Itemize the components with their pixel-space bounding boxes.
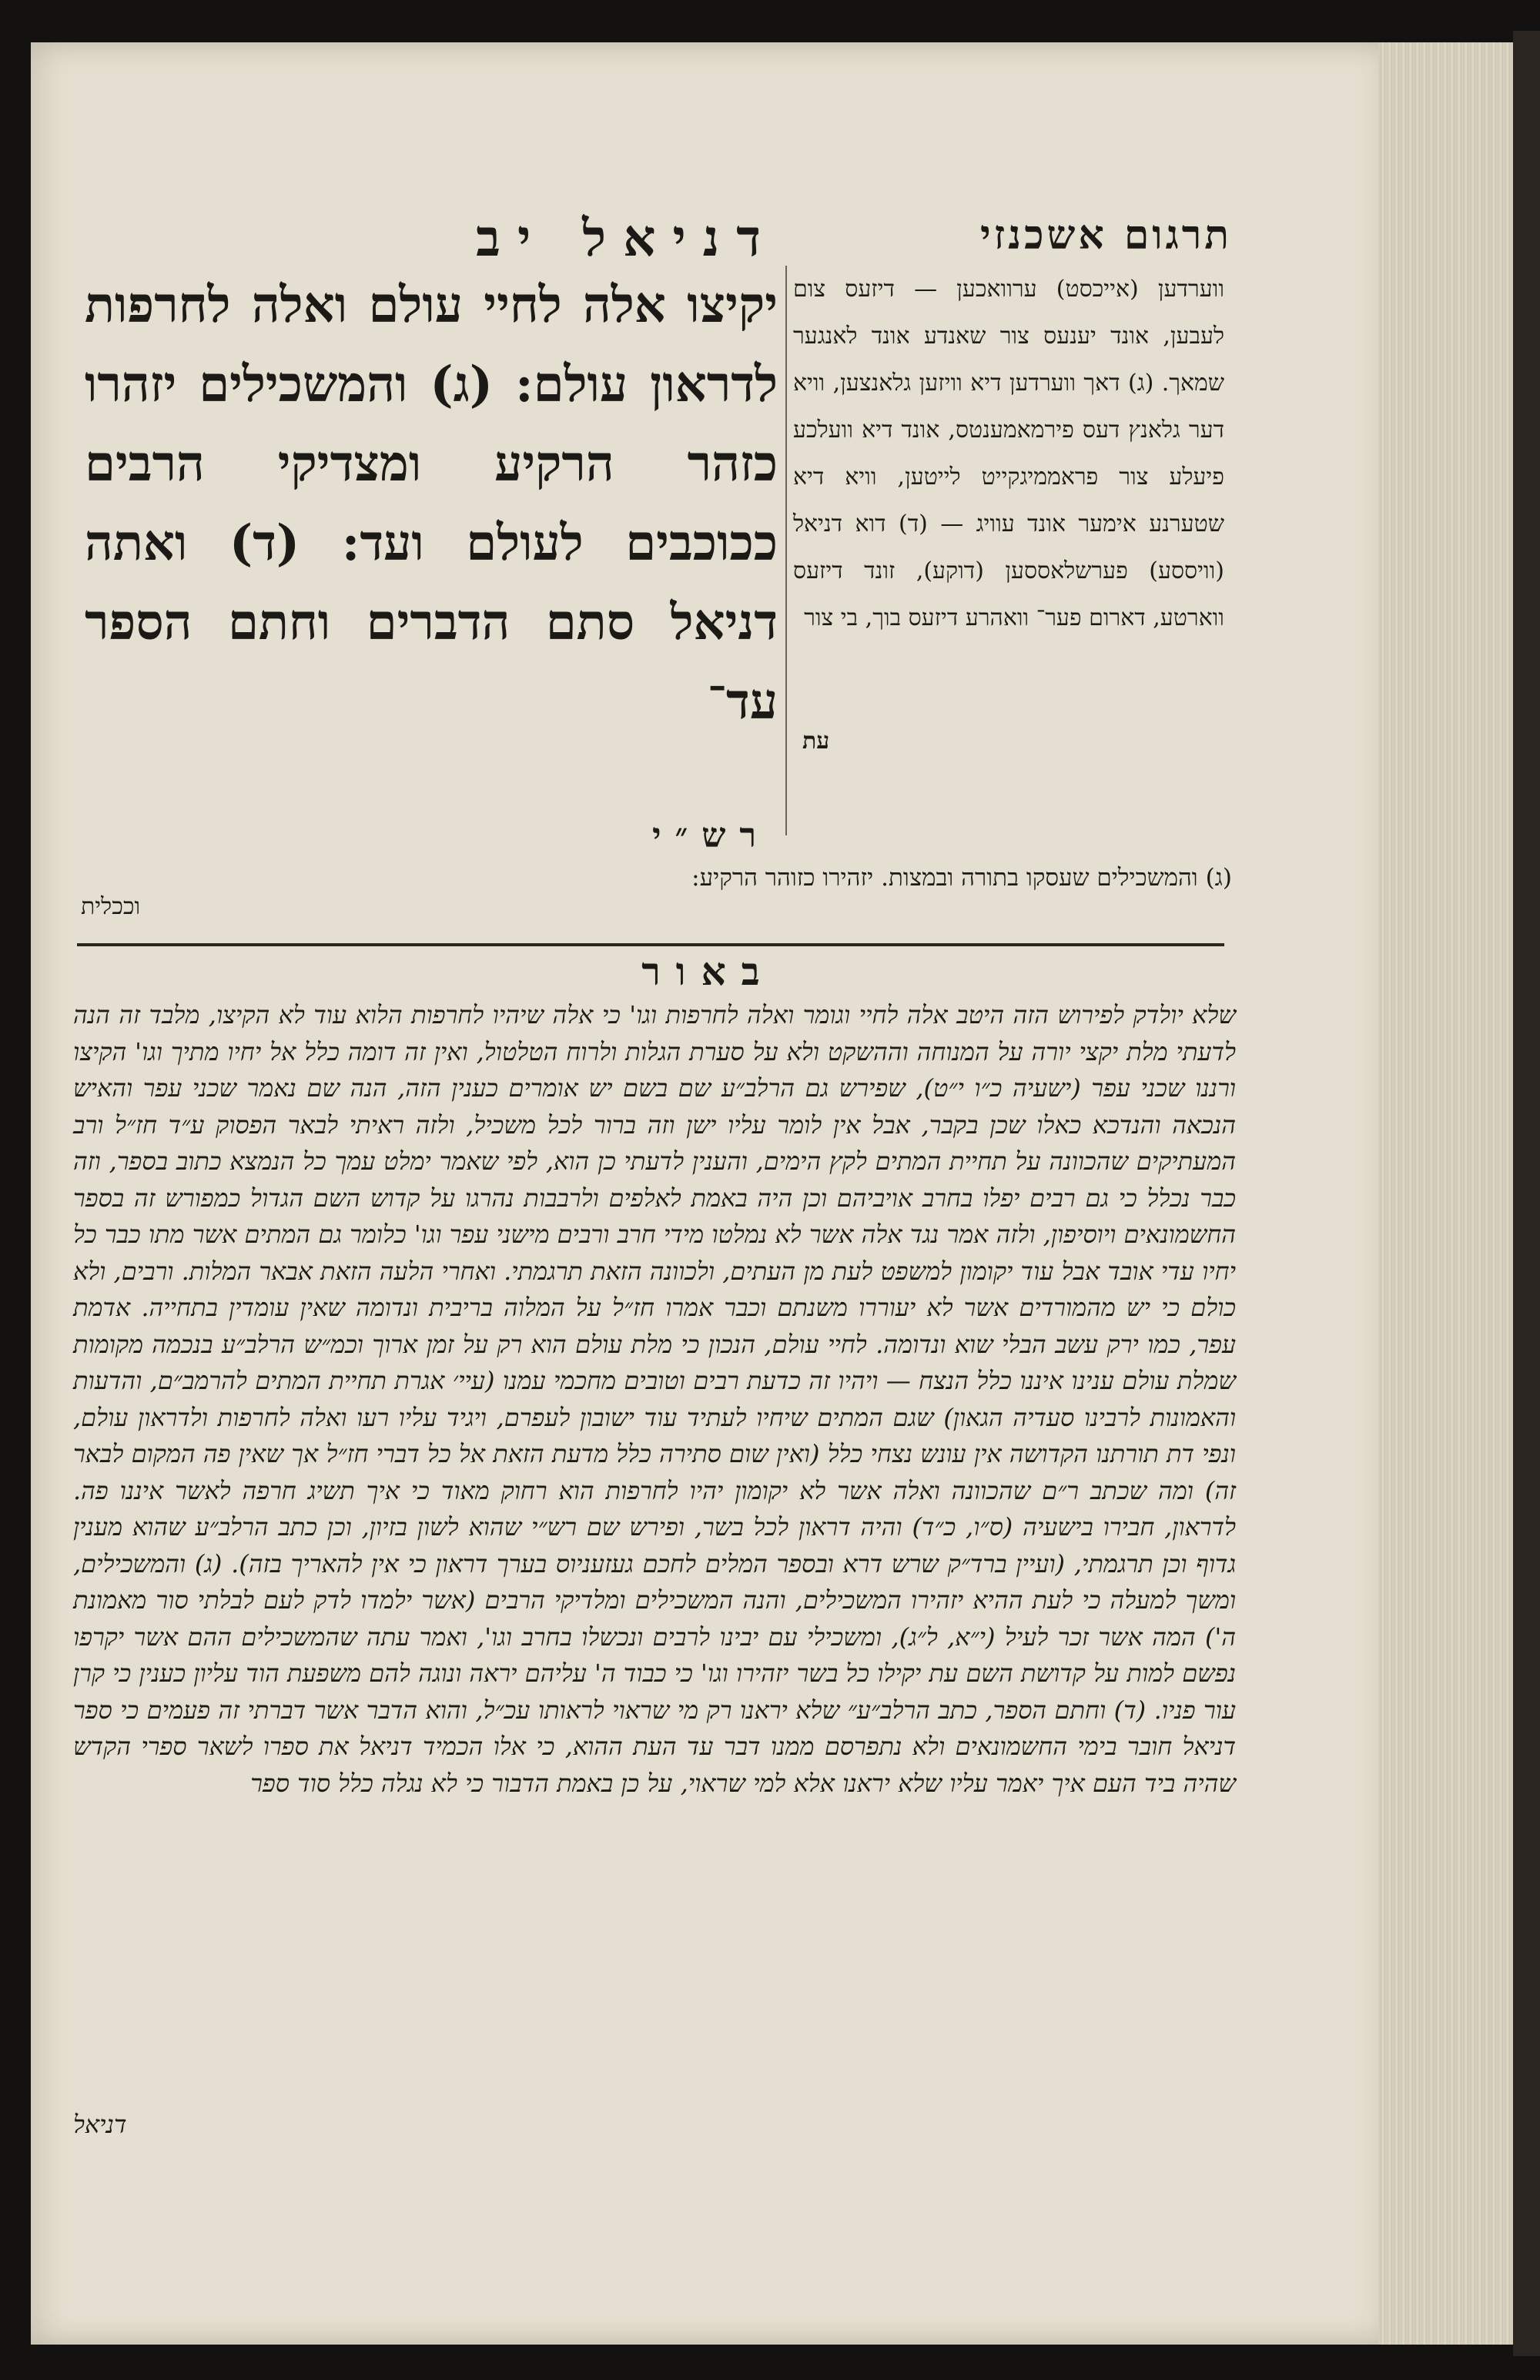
biur-catchword: דניאל	[73, 2110, 127, 2139]
rashi-catchword: וככלית	[81, 893, 141, 920]
targum-title-header: תרגום אשכנזי	[980, 212, 1232, 259]
targum-column: ווערדען (אייכסט) ערוואכען — דיזעס צום לעבען, אונד יענעס צור שאנדע אונד לאנגער שמאך. (ג) דאך ווערדען דיא וויזען גלאנצען, וויא דער גלאנץ דעס פירמאמענטס, אונד דיא וועלכע פיעלע צור פראממיגקייט לייטען, וויא דיא שטערנע אימער אונד עוויג — (ד) דוא דניאל (וויססע) פערשלאססען (דוקע), זונד דיזעס ווארטע, דארום פער־ וואהרע דיזעס בוך, בי צור	[793, 276, 1224, 631]
page-edges	[1378, 42, 1513, 2345]
rashi-title: רש״י	[651, 816, 770, 855]
biur-title: באור	[641, 949, 775, 994]
verses-catchword: עת	[802, 728, 830, 755]
hebrew-verses: יקיצו אלה לחיי עולם ואלה לחרפות לדראון עולם: (ג) והמשכילים יזהרו כזהר הרקיע ומצדיקי הרבים ככוכבים לעולם ועד: (ד) ואתה דניאל סתם הדברים וחתם הספר עד־	[85, 276, 778, 731]
rashi-commentary: (ג) והמשכילים שעסקו בתורה ובמצות. יזהירו כזוהר הרקיע:	[691, 864, 1232, 892]
book-binding	[1513, 31, 1540, 2356]
book-title-header: דניאל יב	[476, 208, 778, 268]
biur-commentary: שלא יולדק לפירוש הזה היטב אלה לחיי וגומר ואלה לחרפות וגו' כי אלה שיהיו לחרפות הלוא עוד לא הקיצו, מלבד זה הנה לדעתי מלת יקצי יורה על המנוחה וההשקט ולא על סערת הגלות ולרוח הטלטול, ואין זה דומה כלל אל יחיו מתיך וגו' הקיצו ורננו שכני עפר (ישעיה כ״ו י״ט), שפירש גם הרלב״ע שם בשם יש אומרים כענין הזה, הנה שם נאמר שכני עפר והאיש הנכאה והנדכא כאלו שכן בקבר, אבל אין לומר עליו ישן וזה ברור לכל משכיל, ולזה ראיתי לבאר הפסוק ע״ד חז״ל ורב המעתיקים שהכוונה על תחיית המתים לקץ הימים, והענין לדעתי כן הוא, לפי שאמר ימלט עמך כל הנמצא כתוב בספר, וזה כבר נכלל כי גם רבים יפלו בחרב אויביהם וכן היה באמת לאלפים ולרבבות נהרגו על קדוש השם הגדול כמפורש זה בספר החשמונאים ויוסיפון, ולזה אמר נגד אלה אשר לא נמלטו מידי חרב ורבים מישני עפר וגו' כלומר גם המתים אשר מתו כבר כל יחיו עדי אובד אבל עוד יקומון למשפט לעת מן העתים, ולכוונה הזאת תרגמתי. ואחרי הלעה הזאת אבאר המלות. ורבים, ולא כולם כי יש מהמורדים אשר לא יעוררו משנתם וכבר אמרו חז״ל על המלוה בריבית ונדומה שאין עומדין בתחייה. אדמת עפר, כמו ירק עשב הבלי שוא ונדומה. לחיי עולם, הנכון כי מלת עולם הוא רק על זמן ארוך וכמ״ש הרלב״ע בנכמה מקומות שמלת עולם ענינו איננו כלל הנצח — ויהיו זה כדעת רבים וטובים מחכמי עמנו (עיי׳ אגרת תחיית המתים להרמב״ם, והדעות והאמונות לרבינו סעדיה הגאון) שגם המתים שיחיו לעתיד עוד ישובון לעפרם, ויגיד עליו רעו ואלה לחרפות ולדראון עולם, ונפי דת תורתנו הקדושה אין עונש נצחי כלל (ואין שום סתירה כלל מדעת הזאת אל כל דברי חז״ל אך שאין פה המקום לבאר זה) ומה שכתב ר״ם שהכוונה ואלה אשר לא יקומון יהיו לחרפות הוא רחוק מאוד כי איך תשיג חרפה לאשר איננו פה. לדראון, חבירו בישעיה (ס״ו, כ״ד) והיה דראון לכל בשר, ופירש שם רש״י שהוא לשון בזיון, וכן כתב הרלב״ע שהוא מענין גדוף וכן תרגמתי, (ועיין ברד״ק שרש דרא ובספר המלים לחכם געזעניוס בערך דראון כי אין להאריך בזה). (ג) והמשכילים, ומשך למעלה כי לעת ההיא יזהירו המשכילים, והנה המשכילים ומלדיקי הרבים (אשר ילמדו לדק לעם לבלתי סור מאמונת ה') המה אשר זכר לעיל (י״א, ל״ג), ומשכילי עם יבינו לרבים ונכשלו בחרב וגו', ואמר עתה שהמשכילים ההם אשר יקרפו נפשם למות על קדושת השם עת יקילו כל בשר יזהירו וגו' כי כבוד ה' עליהם יראה ונוגה להם משפעת הוד עליון כענין כי קרן עור פניו. (ד) וחתם הספר, כתב הרלב״ע״ שלא יראנו רק מי שראוי לראותו עכ״ל, והוא הדבר אשר דברתי זה פעמים כי ספר דניאל חובר בימי החשמונאים ולא נתפרסם ממנו דבר עד העת ההוא, כי אלו הכמיד דניאל את ספרו לשאר ספרי הקדש שהיה ביד העם איך יאמר עליו שלא יראנו אלא למי שראוי, על כן באמת הדבור כי לא נגלה כלל סוד ספר	[73, 1000, 1237, 1798]
section-divider	[77, 943, 1224, 946]
column-divider	[785, 266, 787, 835]
